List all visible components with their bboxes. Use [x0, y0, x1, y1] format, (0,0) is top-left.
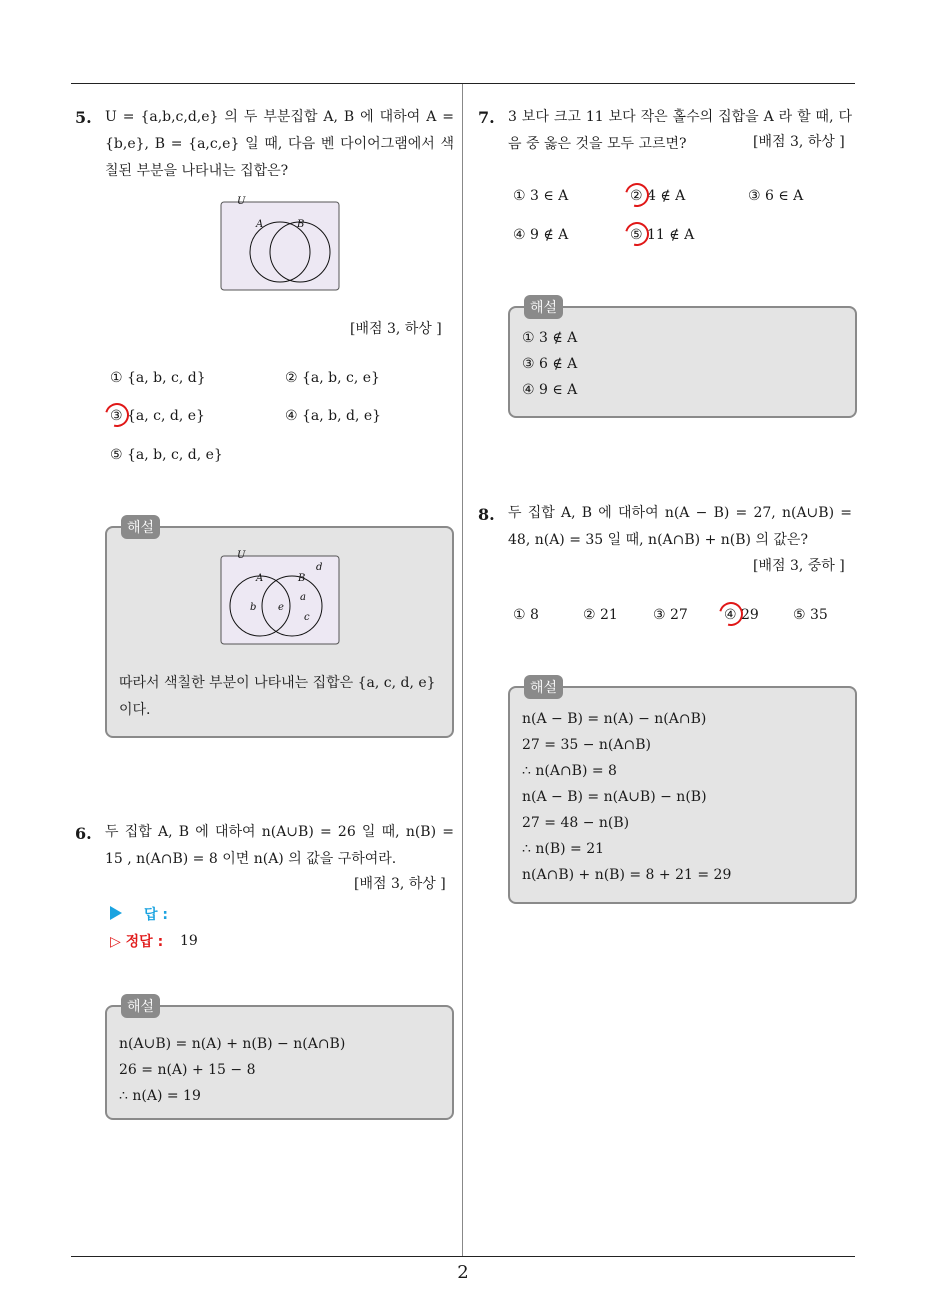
q8-option-5[interactable]: ⑤ 35 [793, 607, 828, 623]
q6-text: 두 집합 A, B 에 대하여 n(A∪B) = 26 일 때, n(B) = 15 , n(A∩B) = 8 이면 n(A) 의 값을 구하여라. [105, 824, 454, 867]
q7-option-4[interactable]: ④ 9 ∉ A [513, 227, 569, 243]
svg-text:e: e [278, 602, 284, 613]
q5-solution-text: 따라서 색칠한 부분이 나타내는 집합은 {a, c, d, e} 이다. [119, 675, 436, 718]
q8-answer-mark [715, 598, 748, 631]
q8-option-3[interactable]: ③ 27 [653, 607, 688, 623]
venn-u-label: U [237, 196, 246, 207]
q5-solution-tag: 해설 [121, 515, 160, 539]
q5-solution-venn [220, 550, 342, 646]
q8-solution-line: n(A − B) = n(A∪B) − n(B) [522, 789, 707, 805]
q8-solution-tag: 해설 [524, 675, 563, 699]
q8-solution-line: ∴ n(A∩B) = 8 [522, 763, 617, 779]
q5-option-2[interactable]: ② {a, b, c, e} [285, 370, 380, 386]
venn-b-label: B [297, 219, 305, 230]
q7-solution-line: ④ 9 ∈ A [522, 382, 578, 398]
q7-option-2[interactable]: ② 4 ∉ A [630, 188, 686, 204]
svg-text:B: B [298, 573, 306, 584]
q7-text: 3 보다 크고 11 보다 작은 홀수의 집합을 A 라 할 때, 다음 중 옳은 것을 모두 고르면? [508, 109, 852, 152]
column-divider [462, 84, 463, 1256]
q6-solution-lines [119, 1031, 345, 1109]
q8-option-4[interactable]: ④ 29 [724, 607, 759, 623]
q8-text: 두 집합 A, B 에 대하여 n(A − B) = 27, n(A∪B) = 48, n(A) = 35 일 때, n(A∩B) + n(B) 의 값은? [508, 505, 852, 548]
q7-solution-line: ③ 6 ∉ A [522, 356, 578, 372]
q7-answer-mark-5 [621, 218, 654, 251]
q5-option-3[interactable]: ③ {a, c, d, e} [110, 408, 205, 424]
q5-number: 5. [75, 108, 92, 127]
q5-solution-box [105, 520, 454, 738]
q8-option-1[interactable]: ① 8 [513, 607, 539, 623]
svg-text:a: a [300, 592, 306, 603]
q7-number: 7. [478, 108, 495, 127]
q6-solution-tag: 해설 [121, 994, 160, 1018]
q5-option-4[interactable]: ④ {a, b, d, e} [285, 408, 382, 424]
q6-solution-line: 26 = n(A) + 15 − 8 [119, 1062, 256, 1078]
venn-a-label: A [256, 219, 264, 230]
q8-solution-line: n(A∩B) + n(B) = 8 + 21 = 29 [522, 867, 732, 883]
q7-option-1[interactable]: ① 3 ∈ A [513, 188, 569, 204]
q7-solution-line: ① 3 ∉ A [522, 330, 578, 346]
venn-circle-a [250, 222, 310, 282]
q6-solution-line: n(A∪B) = n(A) + n(B) − n(A∩B) [119, 1036, 346, 1052]
q7-option-5[interactable]: ⑤ 11 ∉ A [630, 227, 695, 243]
q7-solution-box [508, 300, 857, 418]
q6-correct-value: 19 [180, 933, 198, 949]
q8-score: [배점 3, 중하 ] [753, 558, 845, 574]
q5-option-5[interactable]: ⑤ {a, b, c, d, e} [110, 447, 223, 463]
answer-arrow-icon [110, 906, 122, 920]
svg-text:A: A [256, 573, 264, 584]
q8-solution-line: 27 = 48 − n(B) [522, 815, 630, 831]
page-number: 2 [457, 1262, 469, 1283]
bottom-rule [71, 1256, 855, 1257]
svg-text:b: b [250, 602, 257, 613]
q7-solution-tag: 해설 [524, 295, 563, 319]
q6-solution-box [105, 999, 454, 1120]
q5-score: [배점 3, 하상 ] [350, 321, 442, 337]
q7-answer-mark-2 [621, 179, 654, 212]
q8-solution-lines [522, 706, 731, 888]
q6-correct-label: ▷ 정답 : [110, 934, 164, 950]
q6-answer-label: 답 : [144, 907, 168, 923]
q6-solution-line: ∴ n(A) = 19 [119, 1088, 201, 1104]
q5-option-1[interactable]: ① {a, b, c, d} [110, 370, 206, 386]
q8-solution-line: 27 = 35 − n(A∩B) [522, 737, 651, 753]
q5-text: U = {a,b,c,d,e} 의 두 부분집합 A, B 에 대하여 A = {b,e}, B = {a,c,e} 일 때, 다음 벤 다이어그램에서 색칠된 부분을 나타내는 집합은? [105, 109, 454, 179]
q7-score: [배점 3, 하상 ] [753, 134, 845, 150]
q6-score: [배점 3, 하상 ] [354, 876, 446, 892]
q5-venn-diagram [220, 196, 342, 292]
top-rule [71, 83, 855, 84]
svg-text:U: U [237, 550, 246, 561]
q8-number: 8. [478, 505, 495, 524]
q6-number: 6. [75, 824, 92, 843]
q8-solution-box [508, 680, 857, 904]
q8-solution-line: n(A − B) = n(A) − n(A∩B) [522, 711, 707, 727]
q7-solution-lines [522, 325, 577, 403]
q8-option-2[interactable]: ② 21 [583, 607, 618, 623]
svg-text:c: c [304, 612, 310, 623]
q7-option-3[interactable]: ③ 6 ∈ A [748, 188, 804, 204]
q8-solution-line: ∴ n(B) = 21 [522, 841, 605, 857]
q5-answer-mark [101, 399, 134, 432]
svg-text:d: d [316, 562, 323, 573]
